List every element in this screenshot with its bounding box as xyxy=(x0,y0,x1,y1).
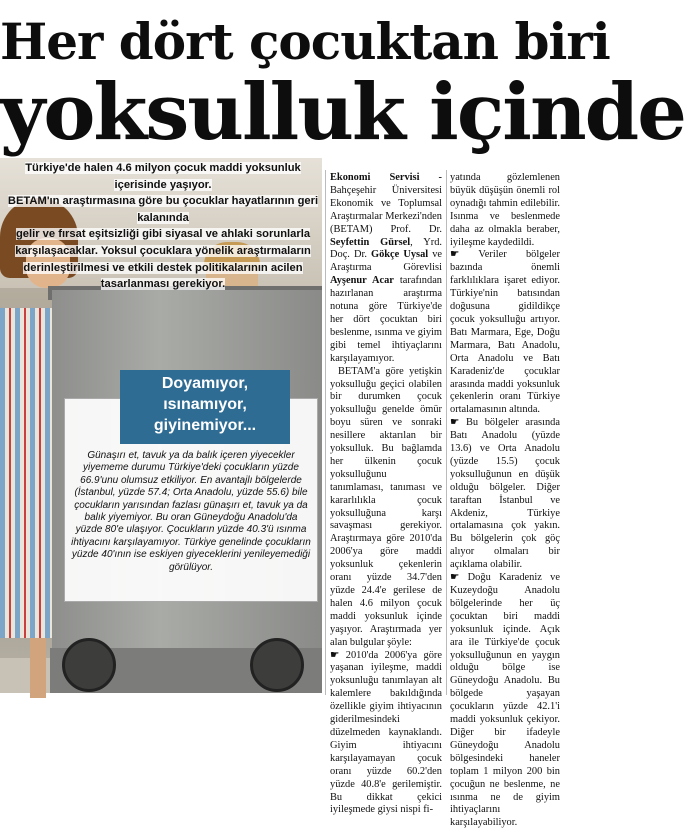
lead-caption xyxy=(4,160,322,293)
caption-line: derinleştirilmesi ve etkili destek politikalarının acilen xyxy=(23,261,303,274)
article-column-1 xyxy=(330,172,442,817)
info-box-title xyxy=(120,373,290,436)
photo-bin-wheel xyxy=(250,638,304,692)
headline-line-2: yoksulluk içinde xyxy=(0,67,685,158)
article-paragraph: BETAM'a göre yetişkin yoksulluğu geçici olabilen bir durumken çocuk yoksulluğu genelde ömür boyu süren ve sonraki nesillere aktarılan bir yoksulluk. Bu bağlamda her ülkenin çocuk yoksulluğunu tanımlaması, tanıması ve kararlılıkla çocuk yoksulluğuna karşı savaşması gerekiyor. Araştırmaya göre 2010'da 2006'ya göre maddi yoksunluk çekenlerin oranı yüzde 34.7'den yüzde 24.4'e gerilese de halen 4.6 milyon çocuk maddi yoksunluk içinde yaşıyor. Araştırmada yer alan bulgular şöyle: xyxy=(330,365,442,648)
article-column-2 xyxy=(450,172,560,830)
info-box-title-line: giyinemiyor... xyxy=(153,417,257,434)
info-box-title-line: Doyamıyor, xyxy=(161,375,249,392)
article-paragraph: ☛ Bu bölgeler arasında Batı Anadolu (yüzde 13.6) ve Orta Anadolu (yüzde 15.5) çocuk yoksulluğunun en düşük olduğu bölgeler. Diğer taraftan İstanbul ve Akdeniz, Türkiye ortalamasına çok yakın. Bu bölgelerin çok göç alıyor olmaları bir açıklama olabilir. xyxy=(450,417,560,571)
caption-line: tasarlanması gerekiyor. xyxy=(100,278,226,291)
caption-line: karşılaşacaklar. Yoksul çocuklara yönelik araştırmaların xyxy=(15,244,311,257)
byline: Ekonomi Servisi - xyxy=(330,172,442,183)
column-divider xyxy=(325,170,326,695)
headline-line-1: Her dört çocuktan biri xyxy=(0,12,610,71)
author-name: Ayşenur Acar xyxy=(330,275,394,287)
column-divider xyxy=(446,170,447,695)
article-paragraph: ☛ Doğu Karadeniz ve Kuzeydoğu Anadolu bölgelerinde her üç çocuktan biri maddi yoksunluk içinde. Açık ara ile Türkiye'de çocuk yoksulluğunun en yaygın olduğu bölge ise Güneydoğu Anadolu. Bu bölgede yaşayan çocukların yüzde 42.1'i maddi yoksunluk çekiyor. Diğer bir ifadeyle Güneydoğu Anadolu bölgesindeki haneler toplam 1 milyon 200 bin çocuğun ne beslenme, ne ısınma ne de giyim ihtiyaçlarını karşılayabiliyor. xyxy=(450,572,560,829)
article-paragraph: Ekonomi Servisi - Bahçeşehir Üniversitesi Ekonomik ve Toplumsal Araştırmalar Merkezi'nden (BETAM) Prof. Dr. Seyfettin Gürsel, Yrd. Doç. Dr. Gökçe Uysal ve Araştırma Görevlisi Ayşenur Acar tarafından hazırlanan araştırma notuna göre Türkiye'de her dört çocuktan biri beslenme, ısınma ve giyim gibi temel ihtiyaçlarını karşılayamıyor. xyxy=(330,172,443,364)
caption-line: gelir ve fırsat eşitsizliği gibi siyasal ve ahlaki sorunlarla xyxy=(15,228,311,241)
author-name: Seyfettin Gürsel xyxy=(330,236,411,248)
info-box-title-line: ısınamıyor, xyxy=(163,396,247,413)
article-paragraph: yatında gözlemlenen büyük düşüşün önemli rol oynadığı tahmin edilebilir. Isınma ve beslenmede daha az olmakla beraber, iyileşme kaydedildi. xyxy=(450,172,560,248)
photo-bin-wheel xyxy=(62,638,116,692)
info-box-text: Günaşırı et, tavuk ya da balık içeren yiyecekler yiyememe durumu Türkiye'deki çocukların yüzde 66.9'unu olumsuz etkiliyor. En avantajlı bölgelerde (İstanbul, yüzde 57.4; Orta Anadolu, yüzde 55.6) bile çocukların yarısından fazlası günaşırı et, tavuk ya da balık yiyemiyor. Bu oran Güneydoğu Anadolu'da yüzde 80'e ulaşıyor. Çocukların yüzde 40.3'ü ısınma ihtiyacını karşılayamıyor. Türkiye genelinde çocukların yüzde 40'ının ise eskiyen giyeceklerini yenileyemediği görülüyor. xyxy=(71,450,311,573)
article-paragraph: ☛ Veriler bölgeler bazında önemli farklılıklara işaret ediyor. Türkiye'nin batısından doğusuna gidildikçe çocuk yoksulluğu artıyor. Batı Marmara, Ege, Doğu Marmara, Batı Anadolu, Orta Anadolu ve Batı Karadeniz'de çocuklar arasında maddi yoksunluk çekenlerin oranı Türkiye ortalamasının altında. xyxy=(450,249,560,416)
caption-line: Türkiye'de halen 4.6 milyon çocuk maddi yoksunluk içerisinde yaşıyor. xyxy=(25,162,301,191)
caption-line: BETAM'ın araştırmasına göre bu çocuklar hayatlarının geri kalanında xyxy=(7,195,319,224)
article-paragraph: ☛ 2010'da 2006'ya göre yaşanan iyileşme, maddi yoksunluğu tanımlayan alt kalemlere bakıldığında özellikle giyim ihtiyacının giderilmesindeki düzelmeden kaynaklandı. Giyim ihtiyacını karşılayamayan çocuk oranı yüzde 60.2'den yüzde 40.8'e gerilemiştir. Bu dikkat çekici iyileşmede giysi nispi fi- xyxy=(330,649,442,816)
author-name: Gökçe Uysal xyxy=(371,249,429,261)
